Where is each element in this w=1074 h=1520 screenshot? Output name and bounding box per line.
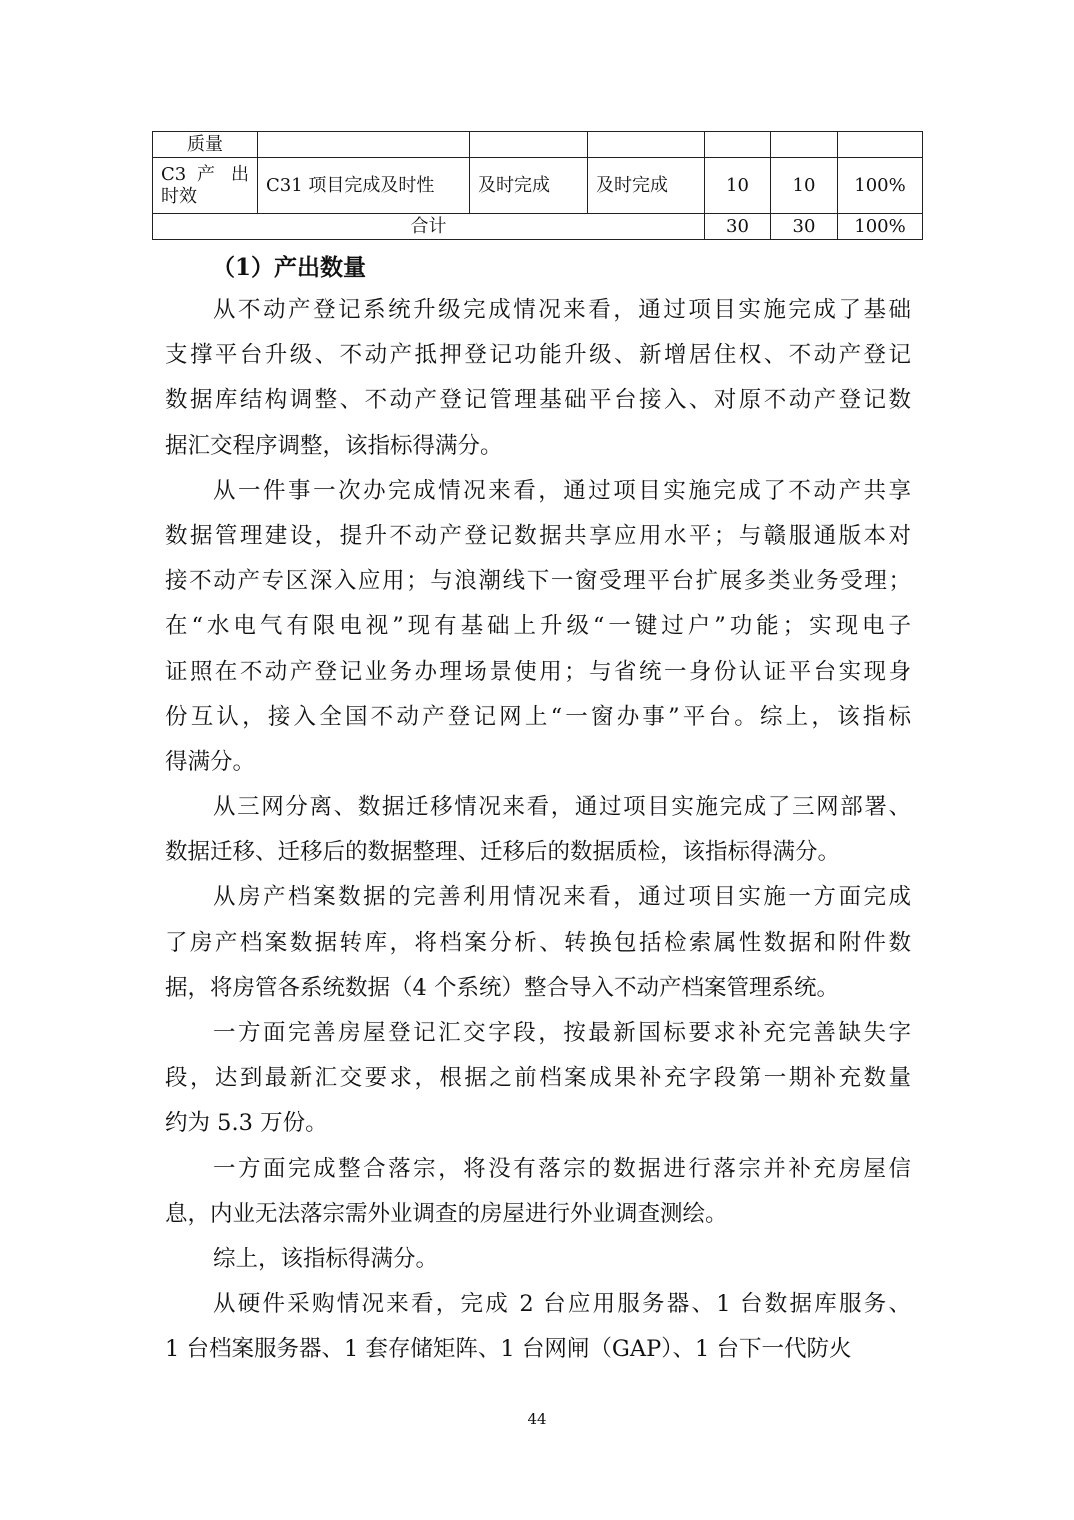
paragraph xyxy=(165,469,911,785)
table-cell xyxy=(258,132,470,158)
table-cell: 及时完成 xyxy=(470,158,588,214)
text-line: 从一件事一次办完成情况来看，通过项目实施完成了不动产共享 xyxy=(213,477,911,504)
text-line: 从不动产登记系统升级完成情况来看，通过项目实施完成了基础 xyxy=(213,297,911,323)
text-line: 数据管理建设，提升不动产登记数据共享应用水平；与赣服通版本对 xyxy=(165,522,911,549)
table-cell: C31 项目完成及时性 xyxy=(258,158,470,214)
section-heading: （1）产出数量 xyxy=(212,254,367,281)
text-line: 数据库结构调整、不动产登记管理基础平台接入、对原不动产登记数 xyxy=(165,387,911,414)
table-cell: 10 xyxy=(705,158,771,214)
paragraph xyxy=(165,1282,911,1372)
total-value: 30 xyxy=(771,214,838,240)
table-cell: 100% xyxy=(838,158,923,214)
text-line: 证照在不动产登记业务办理场景使用；与省统一身份认证平台实现身 xyxy=(165,658,911,685)
text-line: 据汇交程序调整，该指标得满分。 xyxy=(165,432,503,459)
table-cell xyxy=(771,132,838,158)
text-line: 接不动产专区深入应用；与浪潮线下一窗受理平台扩展多类业务受理； xyxy=(165,568,911,595)
text-line: 1 台档案服务器、1 套存储矩阵、1 台网闸（GAP）、1 台下一代防火 xyxy=(165,1336,852,1363)
paragraph xyxy=(165,875,911,1011)
table-row xyxy=(153,158,923,214)
text-line: 约为 5.3 万份。 xyxy=(165,1110,328,1137)
text-line: 段，达到最新汇交要求，根据之前档案成果补充字段第一期补充数量 xyxy=(165,1065,911,1092)
text-line: 了房产档案数据转库，将档案分析、转换包括检索属性数据和附件数 xyxy=(165,929,911,956)
text-line: 据，将房管各系统数据（4 个系统）整合导入不动产档案管理系统。 xyxy=(165,974,839,1001)
table-row xyxy=(153,132,923,158)
table-cell: 10 xyxy=(771,158,838,214)
text-line: 从硬件采购情况来看，完成 2 台应用服务器、1 台数据库服务、 xyxy=(213,1291,911,1318)
indicator-table xyxy=(152,131,923,240)
text-line: 从房产档案数据的完善利用情况来看，通过项目实施一方面完成 xyxy=(213,884,911,911)
text-line: 息，内业无法落宗需外业调查的房屋进行外业调查测绘。 xyxy=(165,1200,728,1227)
paragraph xyxy=(165,288,911,469)
text-line: 综上，该指标得满分。 xyxy=(213,1245,439,1272)
table-total-row xyxy=(153,214,923,240)
table-cell xyxy=(705,132,771,158)
paragraph xyxy=(165,1237,911,1282)
text-line: 在“水电气有限电视”现有基础上升级“一键过户”功能；实现电子 xyxy=(165,613,911,640)
body-text xyxy=(165,288,911,1373)
table-cell xyxy=(838,132,923,158)
table-cell: C3 产 出 时效 xyxy=(153,158,258,214)
paragraph xyxy=(165,1011,911,1147)
page-number: 44 xyxy=(527,1410,547,1428)
text-line: 从三网分离、数据迁移情况来看，通过项目实施完成了三网部署、 xyxy=(213,794,911,821)
text-line: 支撑平台升级、不动产抵押登记功能升级、新增居住权、不动产登记 xyxy=(165,342,911,369)
table-cell xyxy=(470,132,588,158)
table-cell xyxy=(588,132,705,158)
paragraph xyxy=(165,1147,911,1237)
text-line: 得满分。 xyxy=(165,748,256,775)
table-cell: 及时完成 xyxy=(588,158,705,214)
table-cell: 质量 xyxy=(153,132,258,158)
text-line: 一方面完善房屋登记汇交字段，按最新国标要求补充完善缺失字 xyxy=(213,1020,911,1046)
text-line: 数据迁移、迁移后的数据整理、迁移后的数据质检，该指标得满分。 xyxy=(165,839,841,866)
paragraph xyxy=(165,785,911,875)
total-value: 100% xyxy=(838,214,923,240)
text-line: 份互认，接入全国不动产登记网上“一窗办事”平台。综上，该指标 xyxy=(165,703,911,730)
text-line: 一方面完成整合落宗，将没有落宗的数据进行落宗并补充房屋信 xyxy=(213,1155,911,1182)
total-label: 合计 xyxy=(153,214,705,240)
total-value: 30 xyxy=(705,214,771,240)
